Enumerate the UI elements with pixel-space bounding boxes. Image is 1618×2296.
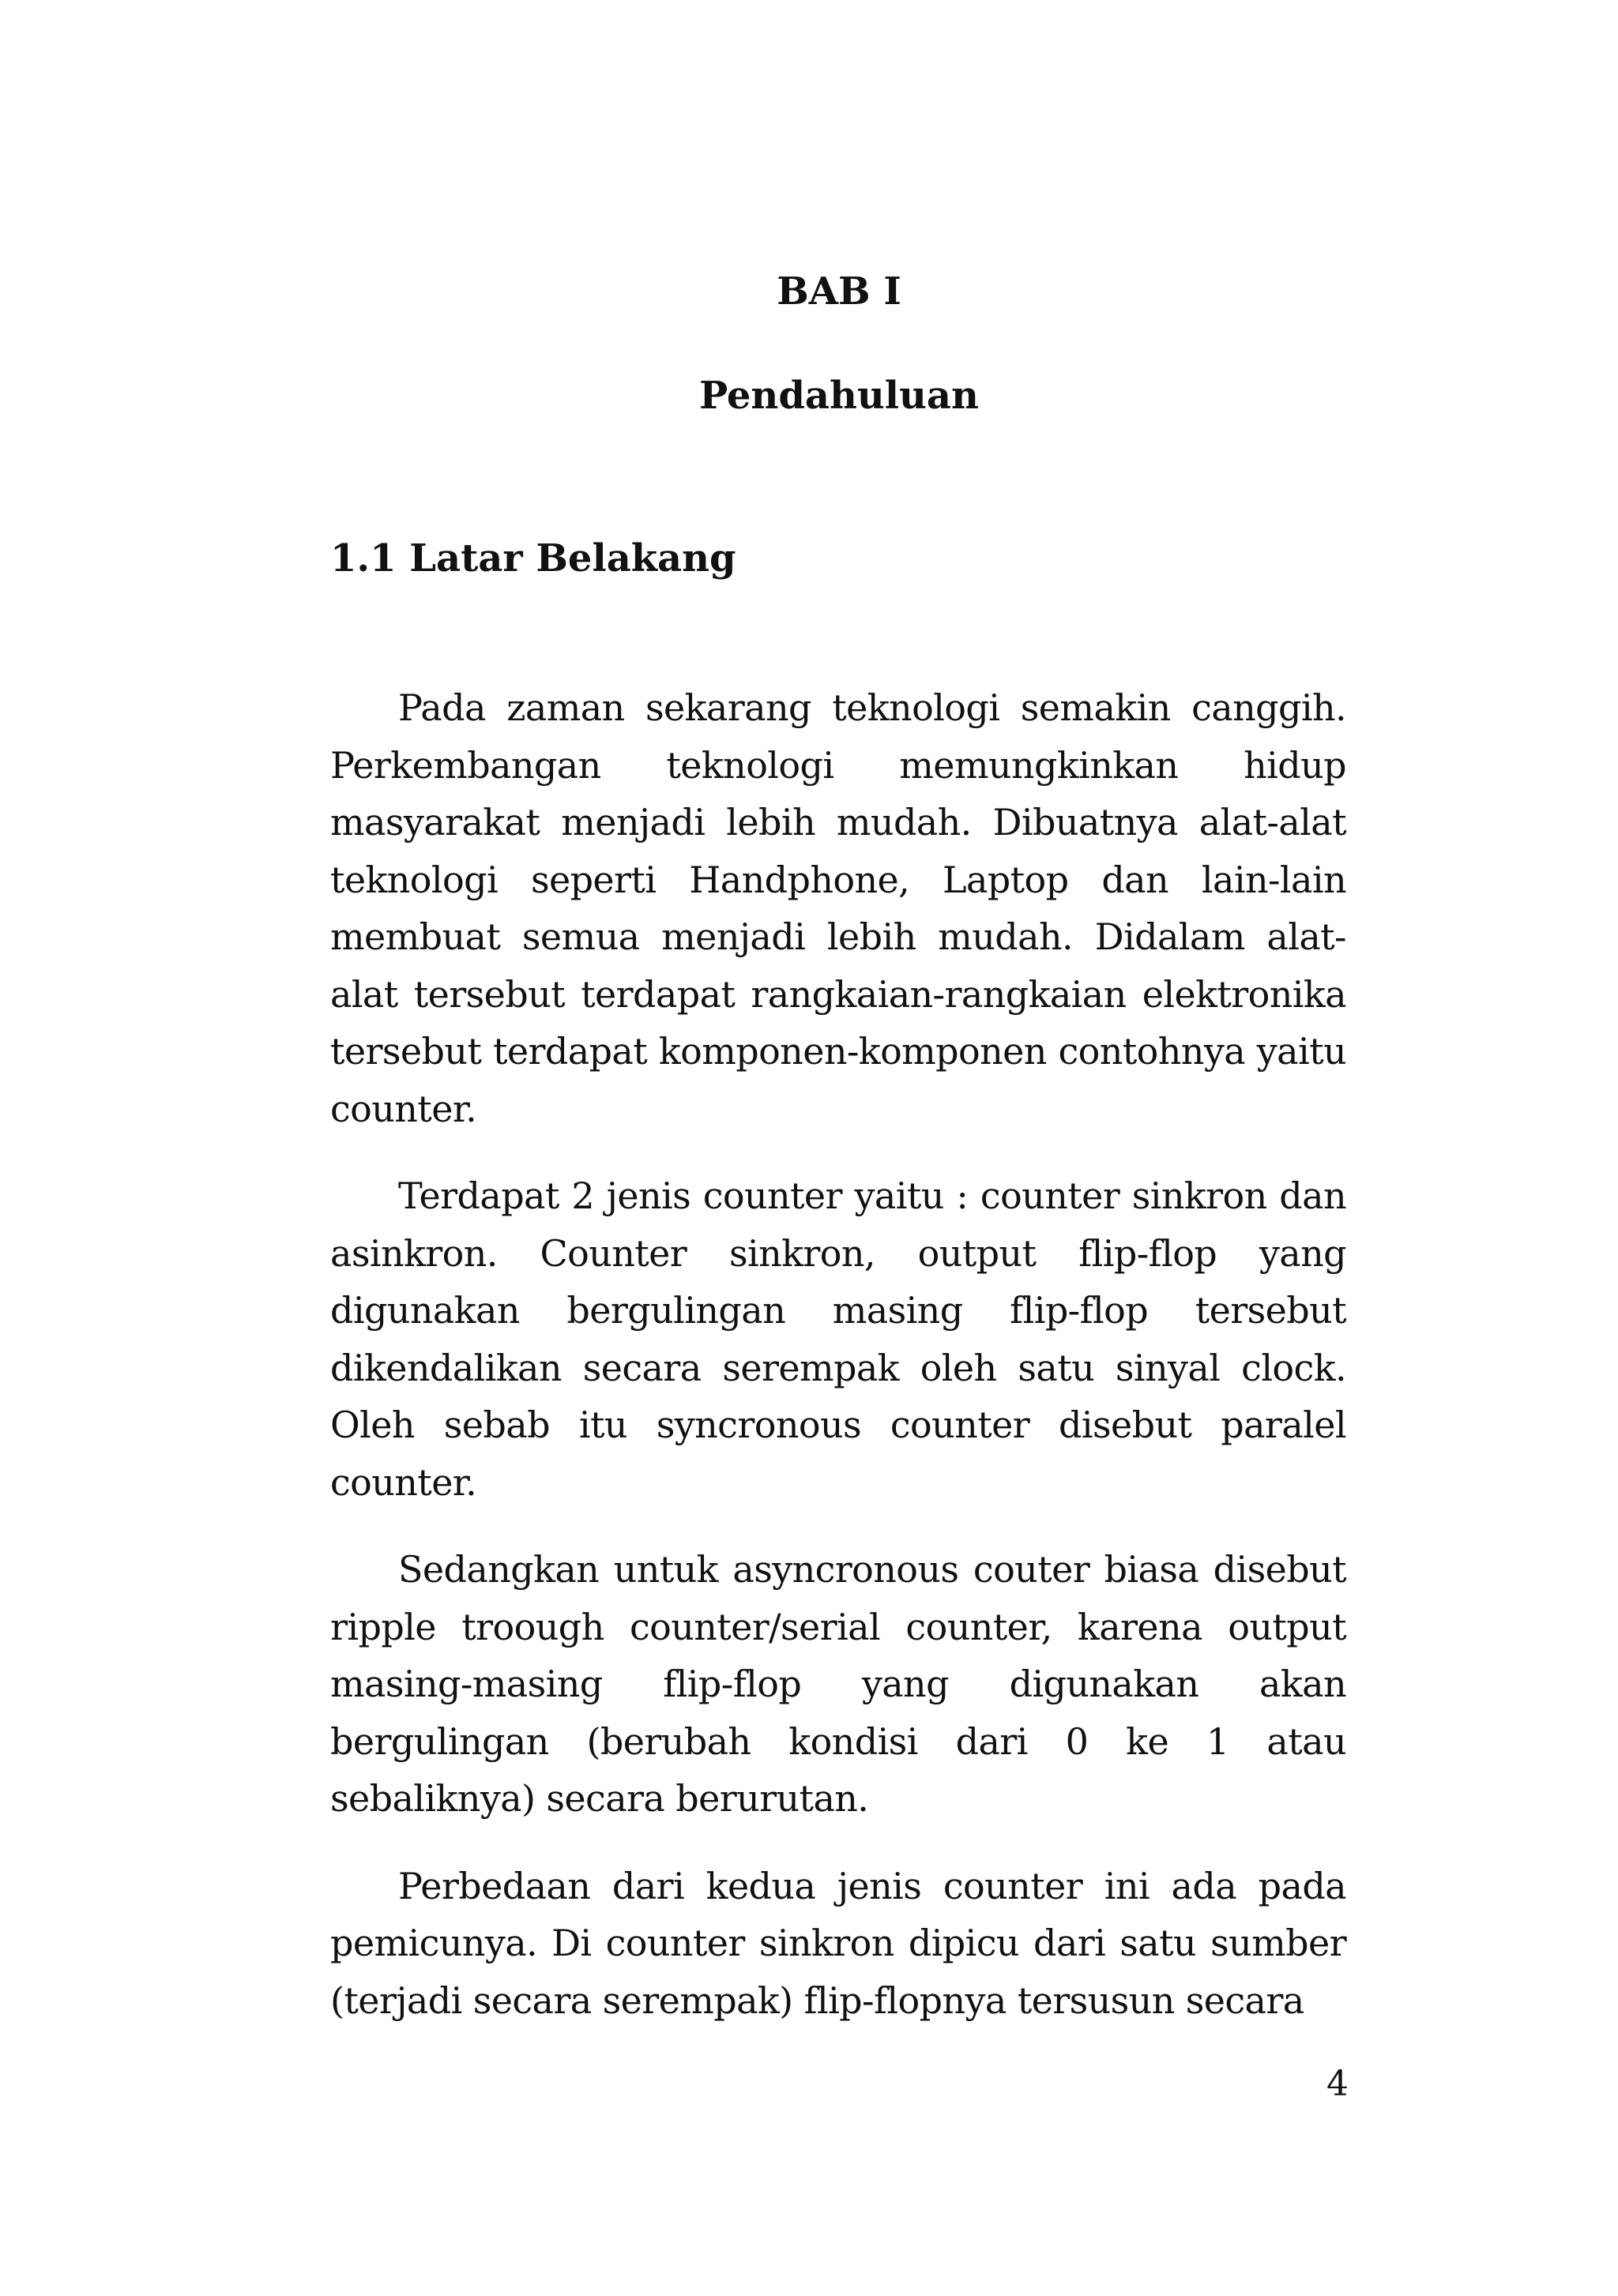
page-number: 4 xyxy=(1326,2064,1349,2104)
section-heading: 1.1 Latar Belakang xyxy=(330,536,736,581)
chapter-title: Pendahuluan xyxy=(699,374,979,418)
paragraph: Sedangkan untuk asyncronous couter biasa disebut ripple troough counter/serial counter, karena output masing-masing flip-flop yang digunakan akan bergulingan (berubah kondisi dari 0 ke 1 atau sebaliknya) secara berurutan. xyxy=(330,1548,1346,1820)
chapter-label: BAB I xyxy=(777,269,901,314)
body-text xyxy=(330,679,1346,2059)
paragraph: Perbedaan dari kedua jenis counter ini ada pada pemicunya. Di counter sinkron dipicu dari satu sumber (terjadi secara serempak) flip-flopnya tersusun secara xyxy=(330,1864,1346,2022)
paragraph: Terdapat 2 jenis counter yaitu : counter sinkron dan asinkron. Counter sinkron, output flip-flop yang digunakan bergulingan masing flip-flop tersebut dikendalikan secara serempak oleh satu sinyal clock. Oleh sebab itu syncronous counter disebut paralel counter. xyxy=(330,1174,1346,1504)
paragraph: Pada zaman sekarang teknologi semakin canggih. Perkembangan teknologi memungkinkan hidup masyarakat menjadi lebih mudah. Dibuatnya alat-alat teknologi seperti Handphone, Laptop dan lain-lain membuat semua menjadi lebih mudah. Didalam alat-alat tersebut terdapat rangkaian-rangkaian elektronika tersebut terdapat komponen-komponen contohnya yaitu counter. xyxy=(330,686,1346,1130)
